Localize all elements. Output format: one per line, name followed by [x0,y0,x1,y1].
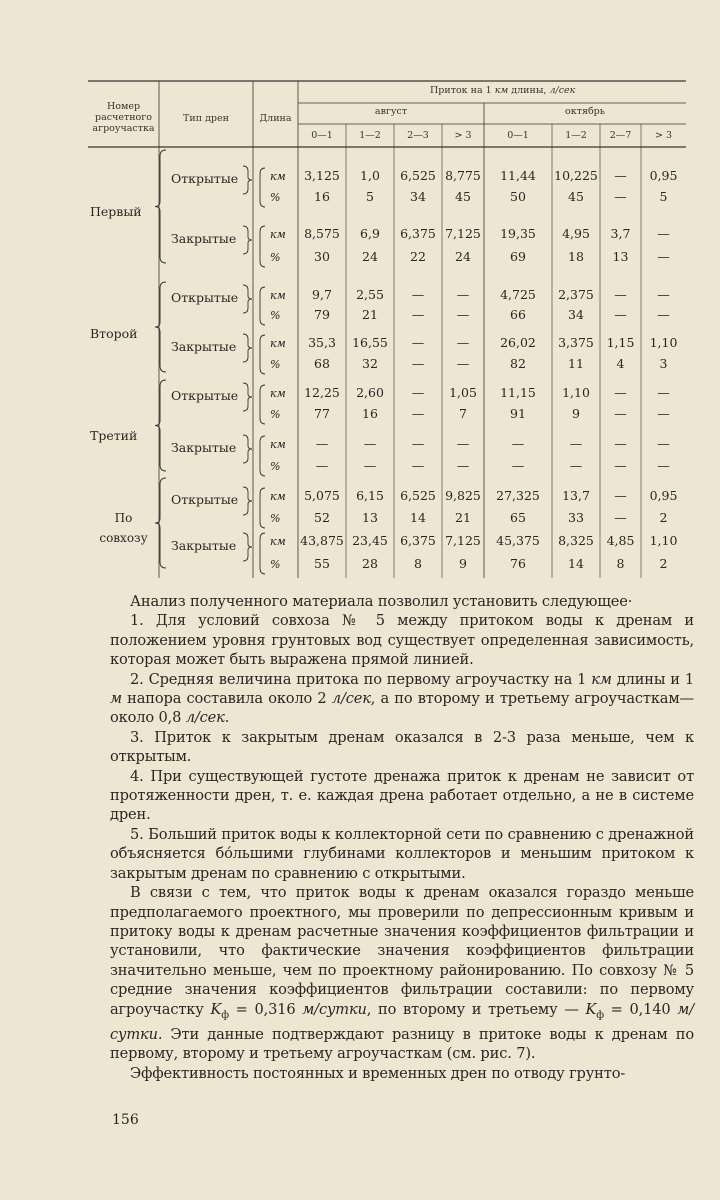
table-cell: 9,825 [445,488,481,503]
drain-type-label: Закрытые [171,538,237,553]
type-brace [243,285,252,313]
unit-label: км [270,170,286,183]
type-brace [243,383,252,411]
table-cell: — [411,406,425,421]
month-header-august: август [374,106,408,117]
table-cell: 45,375 [496,533,540,548]
unit-label: км [270,387,286,400]
unit-label: % [270,512,281,525]
table-cell: 18 [568,249,584,264]
table-cell: 43,875 [300,533,344,548]
table-cell: 10,225 [554,168,598,183]
table-cell: — [456,436,470,451]
table-cell: — [363,458,377,473]
table-cell: — [411,287,425,302]
table-cell: 7 [459,406,467,421]
table-cell: — [614,287,627,302]
paragraph-intro: Анализ полученного материала позволил установить следующее· [130,593,633,610]
table-cell: 19,35 [500,226,536,241]
table-cell: 1,0 [360,168,380,183]
table-cell: 2,60 [356,385,384,400]
table-cell: 6,9 [360,226,380,241]
month-header-october: октябрь [565,106,605,117]
table-cell: — [657,307,670,322]
group-name: Второй [90,326,138,341]
group-brace [155,282,166,372]
table-cell: 12,25 [304,385,340,400]
table-cell: — [614,488,627,503]
table-cell: 55 [314,556,330,571]
table-cell: 8,575 [304,226,340,241]
type-brace [243,533,252,561]
table-cell: — [614,168,627,183]
table-cell: — [657,406,670,421]
table-cell: 8,775 [445,168,481,183]
unit-label: % [270,408,281,421]
table-cell: 5 [659,189,668,204]
table-cell: — [657,249,670,264]
unit-label: % [270,251,281,264]
unit-label: % [270,309,281,322]
drain-type-label: Закрытые [171,339,237,354]
table-cell: — [456,287,470,302]
table-cell: 6,15 [356,488,384,503]
table-cell: — [411,335,425,350]
page-number: 156 [112,1112,139,1128]
type-brace [243,487,252,515]
subcolumn-header: > 3 [454,130,472,141]
table-cell: — [411,307,425,322]
unit-brace [260,385,265,424]
unit-label: % [270,558,281,571]
table-cell: 14 [568,556,584,571]
table-cell: 0,95 [649,168,678,183]
table-cell: 34 [568,307,584,322]
table-cell: 16,55 [352,335,388,350]
unit-brace [260,287,265,325]
unit-label: км [270,535,286,548]
table-cell: — [411,356,425,371]
table-cell: — [511,458,525,473]
table-cell: 1,10 [649,533,678,548]
table-cell: 65 [510,510,526,525]
unit-label: км [270,228,286,241]
table-cell: 22 [410,249,426,264]
table-cell: 6,375 [400,226,436,241]
drain-type-label: Открытые [171,290,239,305]
drain-type-label: Закрытые [171,231,237,246]
table-cell: 50 [510,189,526,204]
table-cell: 77 [314,406,330,421]
unit-label: % [270,460,281,473]
table-cell: 33 [568,510,584,525]
table-cell: — [411,385,425,400]
table-cell: 4,85 [606,533,635,548]
table-cell: — [614,406,627,421]
group-brace [155,150,166,263]
table-cell: 45 [455,189,471,204]
table-cell: 5,075 [304,488,340,503]
group-name: Первый [90,204,142,219]
unit-label: км [270,490,286,503]
table-cell: — [657,226,670,241]
unit-brace [260,168,265,207]
drain-type-label: Закрытые [171,440,237,455]
table-cell: — [614,458,627,473]
table-cell: — [657,458,670,473]
group-name: совхозу [99,531,148,545]
table-cell: — [411,436,425,451]
group-name: Третий [90,428,138,443]
group-name: По [114,511,133,525]
table-cell: 13 [362,510,378,525]
paragraph-point-5: 5. Больший приток воды к коллекторной сети по сравнению с дренажной объясняется бо́льшими глубинами коллекторов и меньшим притоком к закрытым дренам по сравнению с открытыми. [110,825,694,882]
table-cell: 9 [459,556,467,571]
subcolumn-header: 2—7 [609,130,632,141]
table-cell: 34 [410,189,426,204]
table-cell: 2 [659,556,668,571]
table-cell: — [614,307,627,322]
table-cell: 2,55 [356,287,384,302]
paragraph-filtration: В связи с тем, что приток воды к дренам оказался гораздо меньше предполагаемого проектного, мы проверили по депрессионным кривым и притоку воды к дренам расчетные значения коэффициентов фильтрации и установили, что фактические значения коэффициентов фильтрации значительно меньше, чем по проектному районированию. По совхозу № 5 средние значения коэффициентов фильтрации составили: по первому агроучастку $K_ф = 0,316$ м/сутки, по второму и третьему — $K_ф = 0,140$ м/сутки. Эти данные подтверждают разницу в притоке воды к дренам по первому, второму и третьему агроучасткам (см. рис. 7). [110,884,694,1063]
table-cell: 30 [314,249,330,264]
table-cell: 26,02 [500,335,536,350]
table-cell: 3,375 [558,335,594,350]
unit-label: % [270,358,281,371]
table-cell: 7,125 [445,226,481,241]
column-header-number: Номер [106,101,141,112]
table-cell: 11,44 [500,168,536,183]
table-cell: 3 [659,356,668,371]
drain-type-label: Открытые [171,492,239,507]
table-cell: 4,95 [562,226,590,241]
unit-label: км [270,289,286,302]
subcolumn-header: 1—2 [359,130,381,141]
column-header-inflow: Приток на 1 км длины, л/сек [430,85,576,96]
table-cell: — [456,356,470,371]
table-cell: 6,375 [400,533,436,548]
table-cell: — [614,385,627,400]
table-cell: — [657,436,670,451]
paragraph-efficiency: Эффективность постоянных и временных дрен по отводу грунто- [130,1064,626,1082]
table-cell: — [569,436,583,451]
table-cell: 9 [572,406,580,421]
table-cell: 8 [616,556,625,571]
unit-label: км [270,337,286,350]
table-cell: — [456,458,470,473]
table-cell: — [657,385,670,400]
paragraph-point-4: 4. При существующей густоте дренажа приток к дренам не зависит от протяженности дрен, т. е. каждая дрена работает отдельно, а не в системе дрен. [110,767,694,824]
drain-type-label: Открытые [171,171,239,186]
unit-brace [260,488,265,528]
paragraph-point-3: 3. Приток к закрытым дренам оказался в 2-3 раза меньше, чем к открытым. [110,728,694,766]
table-cell: 1,15 [606,335,635,350]
table-cell: 21 [362,307,378,322]
table-cell: 11,15 [500,385,536,400]
inflow-table [88,80,686,578]
column-header-length: Длина [259,113,292,124]
table-cell: 68 [314,356,330,371]
table-cell: 1,10 [562,385,590,400]
table-cell: 1,05 [449,385,477,400]
group-brace [155,380,166,471]
subcolumn-header: > 3 [654,130,673,141]
paragraph-point-1: 1. Для условий совхоза № 5 между притоком воды к дренам и положением уровня грунтовых вод существует определенная зависимость, которая может быть выражена прямой линией. [110,612,694,669]
table-cell: 8 [414,556,422,571]
table-cell: — [456,335,470,350]
table-cell: — [363,436,377,451]
table-cell: — [411,458,425,473]
table-cell: 2 [659,510,668,525]
unit-label: % [270,191,281,204]
table-cell: 5 [366,189,374,204]
table-cell: 23,45 [352,533,388,548]
table-cell: 66 [510,307,526,322]
table-cell: 32 [362,356,378,371]
type-brace [243,166,252,194]
table-cell: 91 [510,406,526,421]
table-cell: 13 [612,249,629,264]
table-cell: 82 [510,356,526,371]
unit-label: км [270,438,286,451]
table-cell: — [614,436,627,451]
table-cell: 0,95 [649,488,678,503]
table-cell: 4,725 [500,287,536,302]
table-cell: 14 [410,510,426,525]
table-cell: 6,525 [400,488,436,503]
table-cell: 11 [568,356,584,371]
table-cell: 6,525 [400,168,436,183]
table-cell: 27,325 [496,488,540,503]
subcolumn-header: 1—2 [565,130,587,141]
table-cell: 16 [362,406,378,421]
type-brace [243,334,252,362]
table-cell: 1,10 [649,335,678,350]
table-cell: 69 [510,249,526,264]
table-cell: 9,7 [312,287,332,302]
table-cell: 52 [314,510,330,525]
table-cell: 7,125 [445,533,481,548]
table-cell: — [315,458,329,473]
unit-brace [260,533,265,574]
column-header-type: Тип дрен [183,113,229,124]
table-cell: 35,3 [308,335,336,350]
unit-brace [260,335,265,374]
paragraph-point-2: 2. Средняя величина притока по первому агроучастку на 1 км длины и 1 м напора составила около 2 л/сек, а по второму и третьему агроучасткам—около 0,8 л/сек. [110,670,694,727]
table-cell: 45 [568,189,584,204]
type-brace [243,435,252,463]
column-header-number: расчетного [95,112,152,123]
table-cell: 2,375 [558,287,594,302]
table-cell: — [614,510,627,525]
subcolumn-header: 2—3 [407,130,429,141]
table-cell: 76 [510,556,526,571]
table-cell: 13,7 [562,488,590,503]
table-cell: 24 [362,249,378,264]
table-cell: 21 [455,510,471,525]
table-cell: 28 [362,556,378,571]
table-cell: 24 [455,249,471,264]
table-cell: — [315,436,329,451]
table-cell: 16 [314,189,330,204]
table-cell: — [456,307,470,322]
table-cell: 3,7 [610,226,631,241]
table-cell: — [511,436,525,451]
table-cell: 4 [616,356,625,371]
subcolumn-header: 0—1 [507,130,529,141]
column-header-number: агроучастка [92,123,155,134]
table-cell: — [614,189,627,204]
unit-brace [260,436,265,476]
table-cell: — [569,458,583,473]
unit-brace [260,226,265,267]
drain-type-label: Открытые [171,388,239,403]
type-brace [243,226,252,254]
table-cell: — [657,287,670,302]
table-cell: 8,325 [558,533,594,548]
body-text [110,592,694,1083]
table-cell: 3,125 [304,168,340,183]
table-cell: 79 [314,307,330,322]
subcolumn-header: 0—1 [311,130,333,141]
